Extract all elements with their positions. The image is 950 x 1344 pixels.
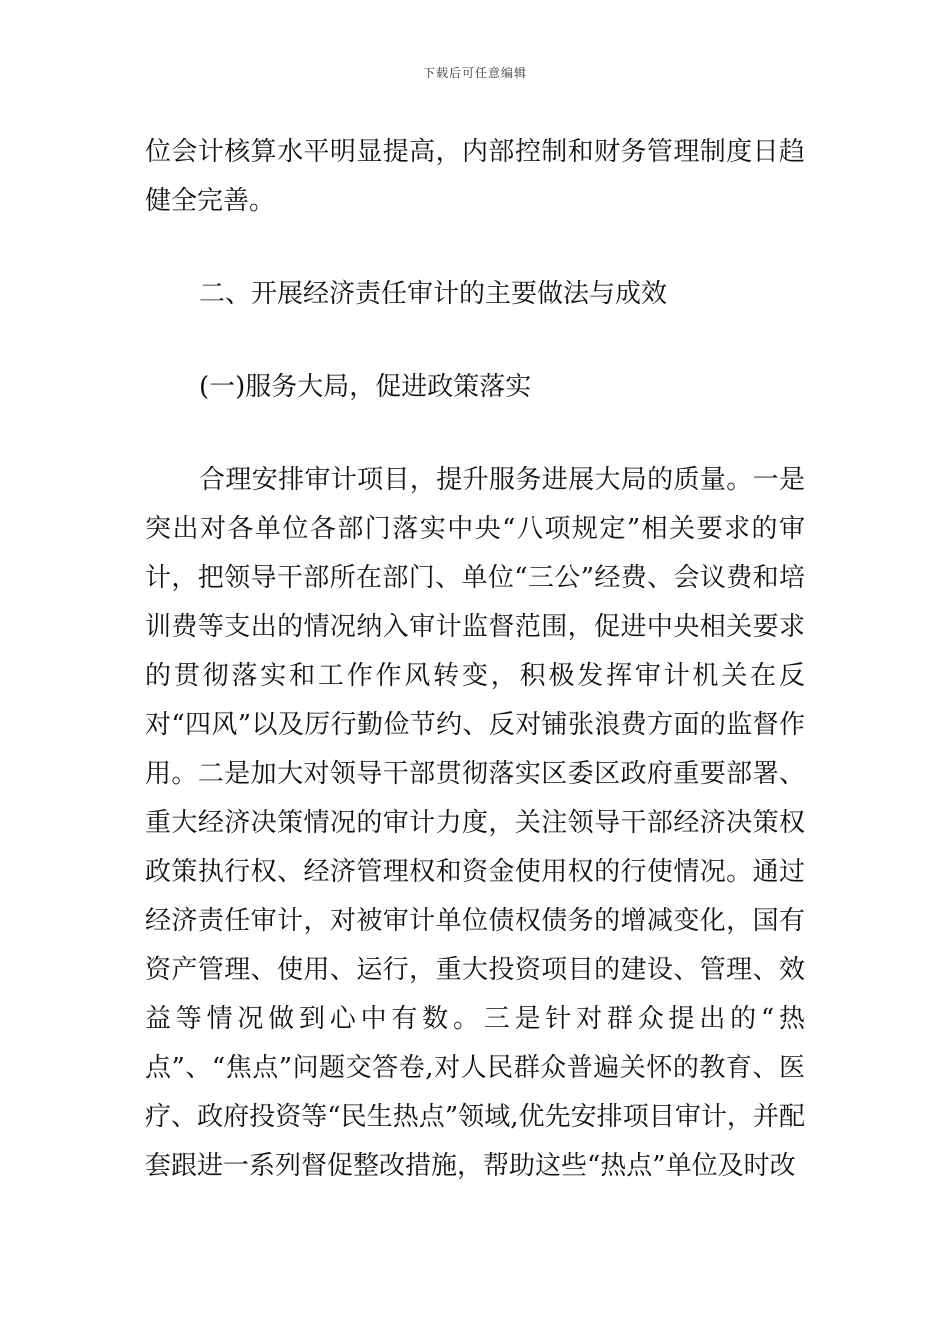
document-body <box>145 128 805 1191</box>
page-header: 下载后可任意编辑 <box>422 66 527 80</box>
paragraph-continuation: 位会计核算水平明显提高，内部控制和财务管理制度日趋健全完善。 <box>145 137 805 216</box>
subsection-heading: (一)服务大局，促进政策落实 <box>199 372 532 402</box>
body-paragraph: 合理安排审计项目，提升服务进展大局的质量。一是突出对各单位各部门落实中央“八项规定”相关要求的审计，把领导干部所在部门、单位“三公”经费、会议费和培训费等支出的情况纳入审计监督范围，促进中央相关要求的贯彻落实和工作作风转变，积极发挥审计机关在反对“四风”以及厉行勤俭节约、反对铺张浪费方面的监督作用。二是加大对领导干部贯彻落实区委区政府重要部署、重大经济决策情况的审计力度，关注领导干部经济决策权政策执行权、经济管理权和资金使用权的行使情况。通过经济责任审计，对被审计单位债权债务的增减变化，国有资产管理、使用、运行，重大投资项目的建设、管理、效益等情况做到心中有数。三是针对群众提出的“热点”、“焦点”问题交答卷,对人民群众普遍关怀的教育、医疗、政府投资等“民生热点”领域,优先安排项目审计，并配套跟进一系列督促整改措施，帮助这些“热点”单位及时改 <box>145 465 805 1181</box>
section-heading: 二、开展经济责任审计的主要做法与成效 <box>199 279 668 309</box>
